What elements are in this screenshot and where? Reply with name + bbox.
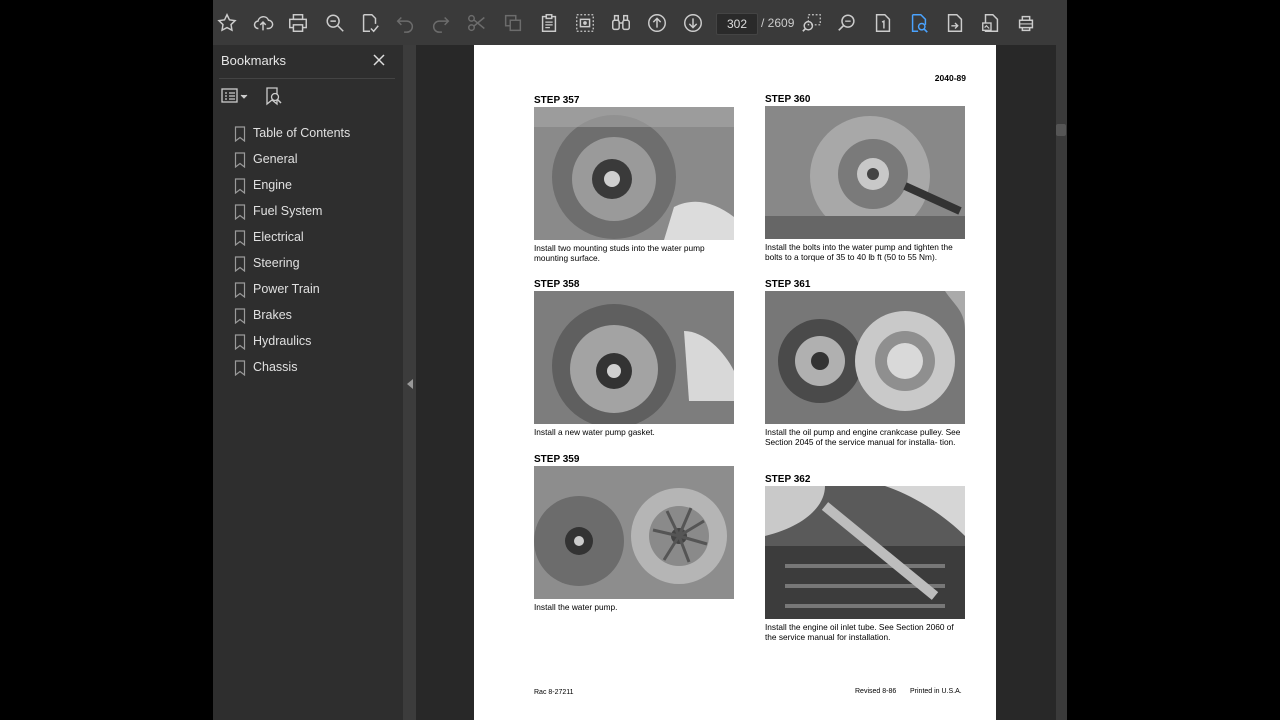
pdf-page: [474, 45, 996, 720]
bookmark-icon: [234, 126, 246, 142]
bookmark-icon: [234, 178, 246, 194]
bookmark-item[interactable]: [213, 201, 403, 227]
current-page-input[interactable]: 302: [716, 13, 758, 35]
bookmark-label: Brakes: [253, 308, 292, 322]
water-pump-studs-photo: [534, 107, 734, 240]
step-caption: Install the bolts into the water pump and tighten the bolts to a torque of 35 to 40 lb ft (50 to 55 Nm).: [765, 242, 953, 262]
find-tool-icon[interactable]: [907, 11, 931, 35]
bookmark-icon: [234, 204, 246, 220]
bookmark-options-button[interactable]: [221, 87, 251, 105]
total-pages-label: / 2609: [761, 16, 795, 30]
bookmark-label: Table of Contents: [253, 126, 351, 140]
page-header-number: 2040-89: [934, 73, 966, 83]
oil-inlet-tube-photo: [765, 486, 965, 619]
step-361: [765, 279, 965, 447]
step-357: [534, 95, 734, 263]
bookmark-item[interactable]: [213, 331, 403, 357]
bookmarks-panel: [213, 45, 403, 720]
bookmark-label: General: [253, 152, 298, 166]
footer-revised: Revised 8-86: [855, 688, 897, 695]
spellcheck-icon[interactable]: [358, 11, 382, 35]
step-caption: Install a new water pump gasket.: [534, 427, 655, 437]
zoom-out-icon[interactable]: [323, 11, 347, 35]
bookmark-icon: [234, 256, 246, 272]
bookmark-item[interactable]: [213, 149, 403, 175]
collapse-panel-icon[interactable]: [407, 376, 413, 386]
bookmark-label: Power Train: [253, 282, 320, 296]
bookmark-list: [213, 123, 403, 383]
binoculars-icon[interactable]: [609, 11, 633, 35]
step-caption: Install the water pump.: [534, 602, 618, 612]
bookmark-item[interactable]: [213, 175, 403, 201]
divider: [219, 78, 395, 79]
snapshot-icon[interactable]: [573, 11, 597, 35]
print-icon[interactable]: [286, 11, 310, 35]
step-title: STEP 357: [534, 95, 580, 106]
water-pump-install-photo: [534, 466, 734, 599]
bookmark-icon: [234, 360, 246, 376]
bookmarks-title: Bookmarks: [221, 53, 287, 68]
bookmark-label: Hydraulics: [253, 334, 312, 348]
star-icon[interactable]: [215, 11, 239, 35]
find-bookmark-icon[interactable]: [263, 86, 283, 106]
marquee-zoom-icon[interactable]: [800, 11, 824, 35]
redo-icon[interactable]: [429, 11, 453, 35]
page-up-icon[interactable]: [645, 11, 669, 35]
step-caption: Install the oil pump and engine crankcase pulley. See Section 2045 of the service manual for installa- tion.: [765, 427, 961, 447]
footer-reference: Rac 8-27211: [534, 689, 574, 696]
page-down-icon[interactable]: [681, 11, 705, 35]
read-mode-icon[interactable]: [1014, 11, 1038, 35]
close-icon[interactable]: [372, 53, 386, 67]
bookmark-icon: [234, 334, 246, 350]
toolbar: [213, 0, 1067, 46]
paste-icon[interactable]: [537, 11, 561, 35]
bookmark-item[interactable]: [213, 123, 403, 149]
step-362: [765, 474, 965, 642]
vertical-scrollbar[interactable]: [1056, 45, 1067, 720]
pdf-viewer-window: [213, 0, 1067, 720]
upload-cloud-icon[interactable]: [251, 11, 275, 35]
water-pump-bolts-photo: [765, 106, 965, 239]
scrollbar-thumb[interactable]: [1056, 124, 1066, 136]
bookmark-label: Fuel System: [253, 204, 323, 218]
bookmark-item[interactable]: [213, 357, 403, 383]
step-title: STEP 362: [765, 474, 811, 485]
copy-icon[interactable]: [501, 11, 525, 35]
water-pump-gasket-photo: [534, 291, 734, 424]
step-caption: Install two mounting studs into the water pump mounting surface.: [534, 243, 705, 263]
step-359: [534, 454, 734, 612]
bookmark-icon: [234, 308, 246, 324]
bookmark-label: Electrical: [253, 230, 304, 244]
step-360: [765, 94, 965, 262]
step-358: [534, 279, 734, 437]
footer-printed: Printed in U.S.A.: [910, 688, 962, 695]
bookmark-label: Engine: [253, 178, 292, 192]
bookmark-item[interactable]: [213, 227, 403, 253]
step-title: STEP 358: [534, 279, 580, 290]
step-caption: Install the engine oil inlet tube. See Section 2060 of the service manual for installation.: [765, 622, 954, 642]
export-icon[interactable]: [943, 11, 967, 35]
oil-pump-photo: [765, 291, 965, 424]
step-title: STEP 360: [765, 94, 811, 105]
bookmark-icon: [234, 152, 246, 168]
zoom-search-icon[interactable]: [835, 11, 859, 35]
cut-icon[interactable]: [465, 11, 489, 35]
bookmark-item[interactable]: [213, 305, 403, 331]
bookmark-label: Steering: [253, 256, 300, 270]
organize-icon[interactable]: [979, 11, 1003, 35]
undo-icon[interactable]: [393, 11, 417, 35]
bookmark-icon: [234, 282, 246, 298]
step-title: STEP 361: [765, 279, 811, 290]
bookmark-item[interactable]: [213, 253, 403, 279]
bookmark-label: Chassis: [253, 360, 298, 374]
step-title: STEP 359: [534, 454, 580, 465]
bookmark-item[interactable]: [213, 279, 403, 305]
bookmark-icon: [234, 230, 246, 246]
page-properties-icon[interactable]: [871, 11, 895, 35]
